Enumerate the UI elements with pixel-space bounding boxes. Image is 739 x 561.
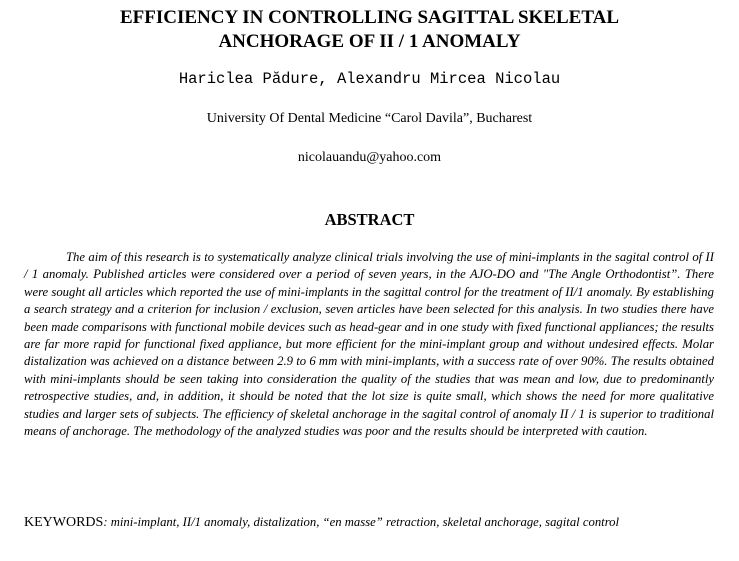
paper-authors: Hariclea Pădure, Alexandru Mircea Nicolau	[178, 70, 561, 88]
paper-title-line-1: EFFICIENCY IN CONTROLLING SAGITTAL SKELETAL	[119, 7, 620, 28]
paper-affiliation: University Of Dental Medicine “Carol Davila”, Bucharest	[206, 111, 533, 126]
paper-title	[0, 6, 739, 54]
keywords-label: KEYWORDS	[24, 515, 104, 530]
author-email: nicolauandu@yahoo.com	[297, 150, 442, 165]
keywords-section	[24, 514, 714, 531]
abstract-body: The aim of this research is to systematically analyze clinical trials involving the use of mini-implants in the sagital control of II / 1 anomaly. Published articles were considered over a period of seven years, in the AJO-DO and "The Angle Orthodontist”. There were sought all articles which reported the use of mini-implants in the sagittal control for the treatment of II/1 anomaly. By establishing a search strategy and a criterion for inclusion / exclusion, seven articles have been selected for this analysis. In two studies there have been made comparisons with functional mobile devices such as head-gear and in one study with fixed functional appliances; the results are far more rapid for functional fixed appliance, but more efficient for the mini-implant group and without undesired effects. Molar distalization was achieved on a distance between 2.9 to 6 mm with mini-implants, with a success rate of over 90%. The results obtained with mini-implants should be seen taking into consideration the quality of the studies that was mean and low, due to predominantly retrospective studies, and, in addition, it should be noted that the lot size is quite small, which shows the need for more qualitative studies and larger sets of subjects. The efficiency of skeletal anchorage in the sagital control of anomaly II / 1 is superior to traditional means of anchorage. The methodology of the analyzed studies was poor and the results should be interpreted with caution.	[24, 250, 714, 439]
abstract-heading: ABSTRACT	[324, 210, 415, 229]
keywords-text: : mini-implant, II/1 anomaly, distalization, “en masse” retraction, skeletal anchorage, sagital control	[103, 515, 620, 529]
paper-title-line-2: ANCHORAGE OF II / 1 ANOMALY	[218, 31, 521, 52]
